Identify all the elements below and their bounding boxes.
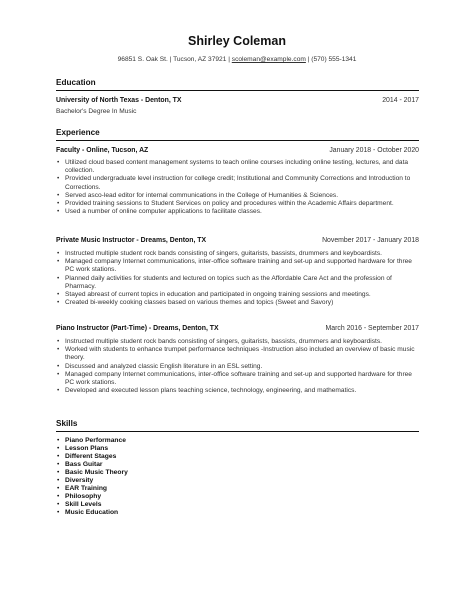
list-item: • Planned daily activities for students and lectured on topics such as the Affordable Care Act and the profession of Pharmacy. (56, 275, 419, 291)
phone-text: | (570) 555-1341 (307, 56, 357, 63)
skill-item: • EAR Training (56, 485, 256, 493)
experience-heading: Experience (56, 128, 100, 137)
job-dates: March 2016 - September 2017 (325, 325, 419, 332)
job-dates: January 2018 - October 2020 (329, 147, 419, 154)
job-title: Piano Instructor (Part-Time) - Dreams, Denton, TX (56, 325, 219, 332)
list-item: • Served asco-lead editor for internal communications in the College of Humanities & Sciences. (56, 192, 419, 200)
list-item: • Developed and executed lesson plans teaching science, technology, engineering, and mathematics. (56, 387, 419, 395)
skill-item: • Piano Performance (56, 437, 256, 445)
skill-item: • Music Education (56, 509, 256, 517)
job-bullets (56, 250, 419, 307)
email-link[interactable]: scoleman@example.com (231, 56, 306, 63)
list-item: • Instructed multiple student rock bands consisting of singers, guitarists, bassists, drummers and keyboardists. (56, 338, 419, 346)
list-item: • Managed company Internet communications, inter-office software training and set-up and supported hardware for three PC work stations. (56, 258, 419, 274)
job-dates: November 2017 - January 2018 (322, 237, 419, 244)
skills-heading: Skills (56, 419, 78, 428)
job-title: Faculty - Online, Tucson, AZ (56, 147, 149, 154)
list-item: • Instructed multiple student rock bands consisting of singers, guitarists, bassists, drummers and keyboardists. (56, 250, 419, 258)
list-item: • Worked with students to enhance trumpet performance techniques -Instruction also included an overview of basic music theory. (56, 346, 419, 362)
skill-item: • Basic Music Theory (56, 469, 256, 477)
job-bullets (56, 338, 419, 395)
list-item: • Discussed and analyzed classic English literature in an ESL setting. (56, 363, 419, 371)
degree-text: Bachelor's Degree In Music (56, 108, 137, 115)
skills-list (56, 437, 256, 517)
experience-divider (56, 140, 419, 141)
skill-item: • Skill Levels (56, 501, 256, 509)
school-name: University of North Texas - Denton, TX (56, 97, 182, 104)
address-text: 96851 S. Oak St. | Tucson, AZ 37921 | (117, 56, 230, 63)
skill-item: • Lesson Plans (56, 445, 256, 453)
list-item: • Utilized cloud based content management systems to teach online courses including online testing, lectures, and data collection. (56, 159, 419, 175)
skill-item: • Diversity (56, 477, 256, 485)
skill-item: • Philosophy (56, 493, 256, 501)
list-item: • Managed company Internet communications, inter-office software training and set-up and supported hardware for three PC work stations. (56, 371, 419, 387)
skill-item: • Different Stages (56, 453, 256, 461)
education-heading: Education (56, 78, 96, 87)
candidate-name: Shirley Coleman (188, 34, 286, 48)
education-dates: 2014 - 2017 (382, 97, 419, 104)
list-item: • Stayed abreast of current topics in education and participated in ongoing training sessions and meetings. (56, 291, 419, 299)
list-item: • Provided undergraduate level instruction for college credit; Institutional and Community Corrections and Introduction to Corrections. (56, 175, 419, 191)
list-item: • Provided training sessions to Student Services on policy and procedures within the Academic Affairs department. (56, 200, 419, 208)
list-item: • Created bi-weekly cooking classes based on various themes and topics (Sweet and Savory) (56, 299, 419, 307)
skill-item: • Bass Guitar (56, 461, 256, 469)
education-divider (56, 90, 419, 91)
job-title: Private Music Instructor - Dreams, Denton, TX (56, 237, 207, 244)
skills-divider (56, 431, 419, 432)
job-bullets (56, 159, 419, 216)
list-item: • Used a number of online computer applications to facilitate classes. (56, 208, 419, 216)
contact-line (0, 56, 474, 63)
